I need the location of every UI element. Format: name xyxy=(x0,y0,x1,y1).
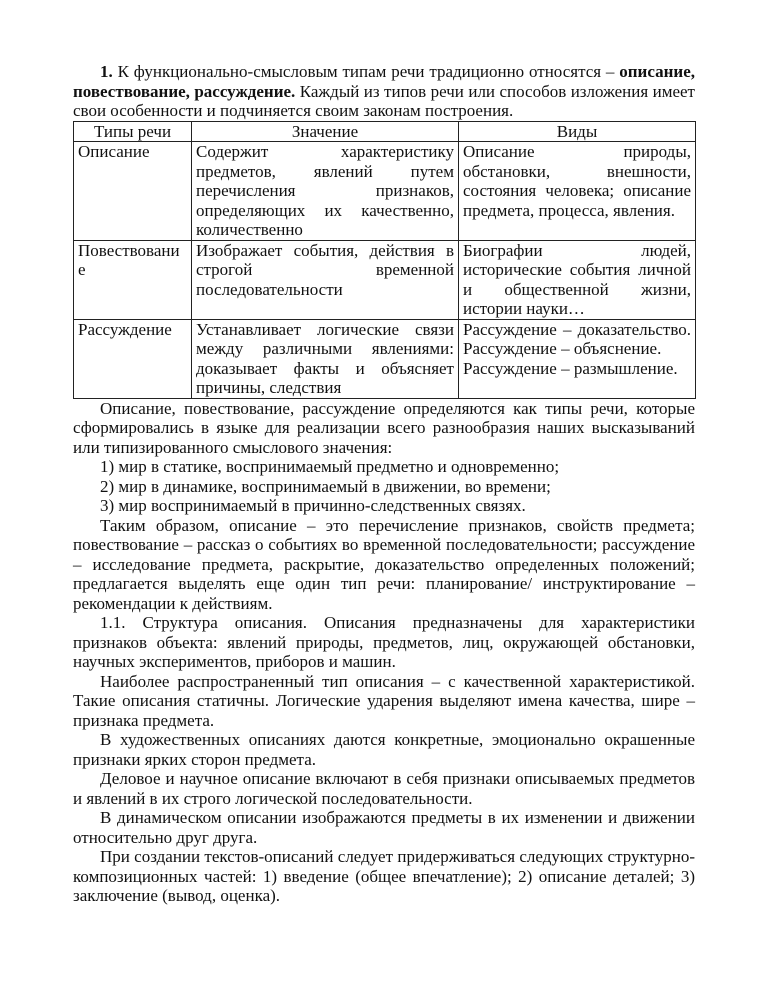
paragraph-artistic: В художественных описаниях даются конкретные, эмоционально окрашенные признаки ярких сторон предмета. xyxy=(73,730,695,769)
table-header-row xyxy=(74,121,696,142)
list-item: 1) мир в статике, воспринимаемый предметно и одновременно; xyxy=(100,457,560,476)
row-type: Рассуждение xyxy=(74,319,192,398)
table-row xyxy=(74,240,696,319)
row-kinds: Описание природы, обстановки, внешности, состояния человека; описание предмета, процесса, явления. xyxy=(459,142,696,241)
header-meaning: Значение xyxy=(192,121,459,142)
paragraph-dynamic: В динамическом описании изображаются предметы в их изменении и движении относительно друг друга. xyxy=(73,808,695,847)
speech-types-bold: описание, повествование, рассуждение. xyxy=(73,62,695,101)
row-meaning: Изображает события, действия в строгой временной последовательности xyxy=(192,240,459,319)
table-row xyxy=(74,142,696,241)
speech-types-table xyxy=(73,121,696,399)
intro-lead: К функционально-смысловым типам речи традиционно относятся – xyxy=(112,62,620,81)
row-kinds xyxy=(459,319,696,398)
list-item: 3) мир воспринимаемый в причинно-следственных связях. xyxy=(100,496,526,515)
paragraph-types-definition: Описание, повествование, рассуждение определяются как типы речи, которые сформировались в языке для реализации всего разнообразия наших высказываний или типизированного смыслового значения: xyxy=(73,398,695,457)
document-page xyxy=(73,62,695,906)
section-number: 1. xyxy=(100,62,113,81)
row-meaning: Содержит характеристику предметов, явлений путем перечисления признаков, определяющих их качественно, количественно xyxy=(192,142,459,241)
header-types: Типы речи xyxy=(74,121,192,142)
table-row xyxy=(74,319,696,398)
paragraph-business: Деловое и научное описание включают в себя признаки описываемых предметов и явлений в их строго логической последовательности. xyxy=(73,769,695,808)
row-meaning: Устанавливает логические связи между различными явлениями: доказывает факты и объясняет причины, следствия xyxy=(192,319,459,398)
row-type: Описание xyxy=(74,142,192,241)
kinds-reflection: Рассуждение – размышление. xyxy=(463,358,678,378)
list-item: 2) мир в динамике, воспринимаемый в движении, во времени; xyxy=(100,476,551,496)
row-kinds: Биографии людей, исторические события личной и общественной жизни, истории науки… xyxy=(459,240,696,319)
header-kinds: Виды xyxy=(459,121,696,142)
paragraph-description-structure: 1.1. Структура описания. Описания предназначены для характеристики признаков объекта: явлений природы, предметов, лиц, окружающей обстановки, научных экспериментов, приборов и машин. xyxy=(73,613,695,671)
intro-paragraph xyxy=(73,62,695,121)
paragraph-qualitative: Наиболее распространенный тип описания – с качественной характеристикой. Такие описания статичны. Логические ударения выделяют имена качества, шире – признака предмета. xyxy=(73,671,695,730)
intro-rest: Каждый из типов речи или способов изложения имеет свои особенности и подчиняется своим законам построения. xyxy=(73,81,695,120)
kinds-explanation: Рассуждение – объяснение. xyxy=(463,339,662,358)
kinds-proof: Рассуждение – доказательство. xyxy=(463,319,691,339)
paragraph-composition: При создании текстов-описаний следует придерживаться следующих структурно-композиционных частей: 1) введение (общее впечатление); 2) описание деталей; 3) заключение (вывод, оценка). xyxy=(73,847,695,905)
paragraph-summary: Таким образом, описание – это перечисление признаков, свойств предмета; повествование – рассказ о событиях во временной последовательности; рассуждение – исследование предмета, раскрытие, доказательство определенных положений; предлагается выделять еще один тип речи: планирование/ инструктирование – рекомендации к действиям. xyxy=(73,515,695,613)
row-type: Повествование xyxy=(74,240,192,319)
